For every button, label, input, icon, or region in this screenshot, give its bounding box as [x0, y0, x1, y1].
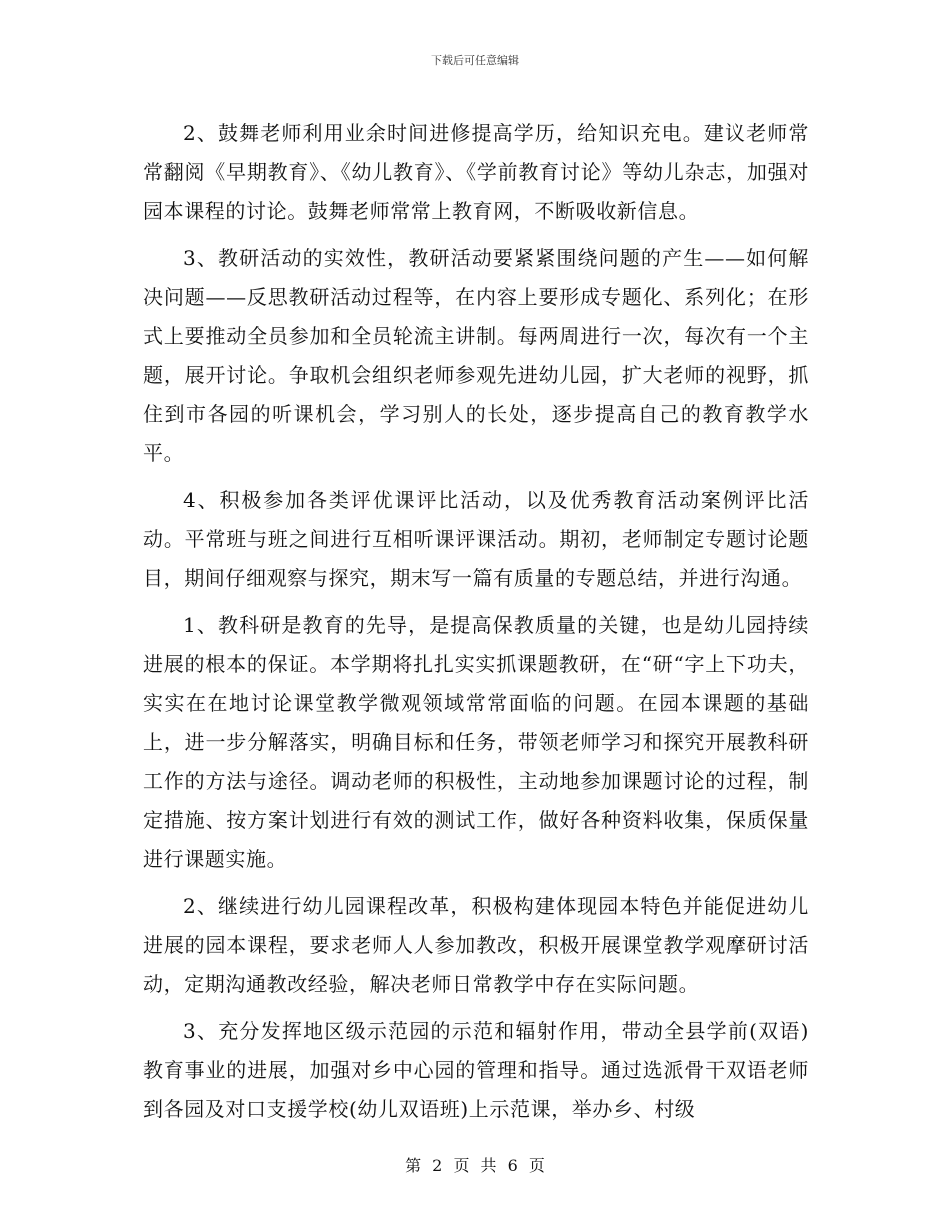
paragraph: 3、教研活动的实效性，教研活动要紧紧围绕问题的产生——如何解决问题——反思教研活动过程等，在内容上要形成专题化、系列化；在形式上要推动全员参加和全员轮流主讲制。每两周进行一次，每次有一个主题，展开讨论。争取机会组织老师参观先进幼儿园，扩大老师的视野，抓住到市各园的听课机会，学习别人的长处，逐步提高自己的教育教学水平。 — [143, 246, 809, 465]
paragraph: 2、继续进行幼儿园课程改革，积极构建体现园本特色并能促进幼儿进展的园本课程，要求老师人人参加教改，积极开展课堂教学观摩研讨活动，定期沟通教改经验，解决老师日常教学中存在实际问题。 — [143, 894, 809, 996]
document-body — [143, 114, 809, 1137]
page-header: 下载后可任意编辑 — [431, 54, 519, 67]
paragraph: 2、鼓舞老师利用业余时间进修提高学历，给知识充电。建议老师常常翻阅《早期教育》、《幼儿教育》、《学前教育讨论》等幼儿杂志，加强对园本课程的讨论。鼓舞老师常常上教育网，不断吸收新信息。 — [143, 121, 809, 223]
paragraph: 1、教科研是教育的先导，是提高保教质量的关键，也是幼儿园持续进展的根本的保证。本学期将扎扎实实抓课题教研，在“研“字上下功夫，实实在在地讨论课堂教学微观领域常常面临的问题。在园本课题的基础上，进一步分解落实，明确目标和任务，带领老师学习和探究开展教科研工作的方法与途径。调动老师的积极性，主动地参加课题讨论的过程，制定措施、按方案计划进行有效的测试工作，做好各种资料收集，保质保量进行课题实施。 — [143, 613, 809, 871]
page-number: 第 2 页 共 6 页 — [405, 1156, 545, 1175]
paragraph: 4、积极参加各类评优课评比活动，以及优秀教育活动案例评比活动。平常班与班之间进行互相听课评课活动。期初，老师制定专题讨论题目，期间仔细观察与探究，期末写一篇有质量的专题总结，并进行沟通。 — [143, 488, 809, 590]
paragraph: 3、充分发挥地区级示范园的示范和辐射作用，带动全县学前(双语)教育事业的进展，加强对乡中心园的管理和指导。通过选派骨干双语老师到各园及对口支援学校(幼儿双语班)上示范课，举办乡、村级 — [143, 1019, 809, 1121]
